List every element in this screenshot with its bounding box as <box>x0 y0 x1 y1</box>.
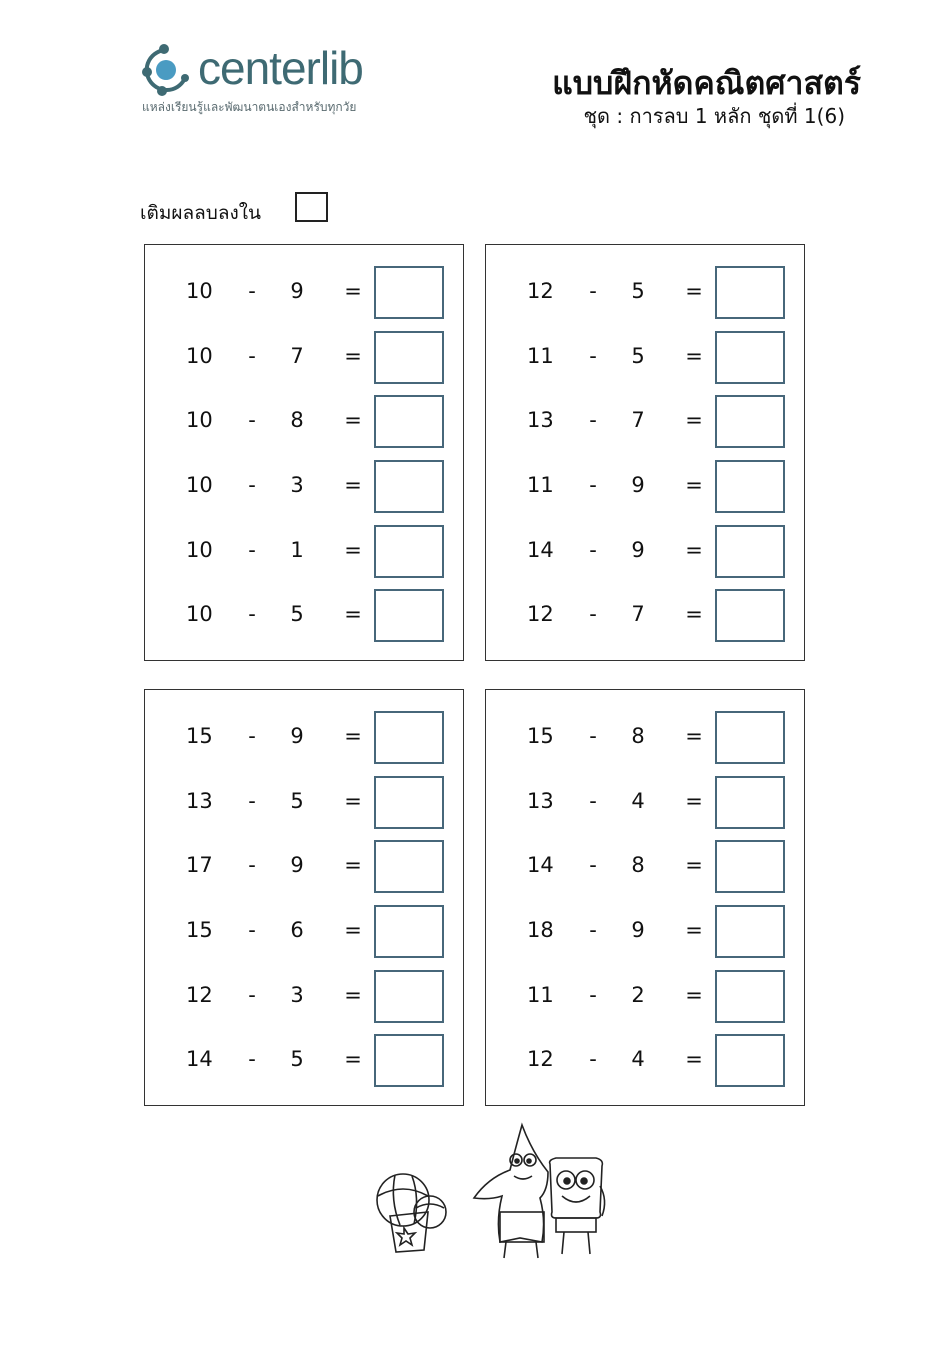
minus-sign: - <box>248 602 256 626</box>
minuend: 10 <box>186 538 213 562</box>
minus-sign: - <box>248 344 256 368</box>
problem-row <box>145 459 465 515</box>
equals-sign: = <box>344 602 362 626</box>
minus-sign: - <box>589 602 597 626</box>
subtrahend: 1 <box>290 538 304 562</box>
subtrahend: 5 <box>631 344 645 368</box>
minus-sign: - <box>589 538 597 562</box>
subtrahend: 4 <box>631 789 645 813</box>
minus-sign: - <box>248 853 256 877</box>
subtrahend: 8 <box>631 724 645 748</box>
minuend: 11 <box>527 983 554 1007</box>
subtrahend: 5 <box>290 1047 304 1071</box>
problem-row <box>145 969 465 1025</box>
answer-box[interactable] <box>715 266 785 319</box>
subtrahend: 7 <box>290 344 304 368</box>
subtrahend: 9 <box>631 918 645 942</box>
minuend: 12 <box>527 1047 554 1071</box>
equals-sign: = <box>685 408 703 432</box>
minus-sign: - <box>248 918 256 942</box>
problem-row <box>486 394 806 450</box>
equals-sign: = <box>685 983 703 1007</box>
answer-box[interactable] <box>715 905 785 958</box>
subtrahend: 8 <box>631 853 645 877</box>
subtrahend: 8 <box>290 408 304 432</box>
subtrahend: 7 <box>631 408 645 432</box>
minuend: 14 <box>527 538 554 562</box>
problem-row <box>145 1033 465 1089</box>
equals-sign: = <box>685 279 703 303</box>
equals-sign: = <box>344 983 362 1007</box>
answer-box[interactable] <box>374 905 444 958</box>
minus-sign: - <box>589 853 597 877</box>
minuend: 12 <box>527 279 554 303</box>
minuend: 14 <box>527 853 554 877</box>
problem-row <box>486 1033 806 1089</box>
problem-row <box>145 839 465 895</box>
equals-sign: = <box>344 789 362 813</box>
problem-panel-3 <box>144 689 464 1106</box>
problem-row <box>486 839 806 895</box>
equals-sign: = <box>344 473 362 497</box>
answer-box[interactable] <box>374 266 444 319</box>
logo-wordmark: centerlib <box>198 42 363 94</box>
answer-box[interactable] <box>374 776 444 829</box>
problem-row <box>145 588 465 644</box>
answer-box[interactable] <box>374 525 444 578</box>
subtrahend: 9 <box>290 724 304 748</box>
instruction-sample-box <box>295 192 328 222</box>
equals-sign: = <box>685 724 703 748</box>
problem-row <box>486 710 806 766</box>
molecule-logo-icon <box>138 42 194 98</box>
minus-sign: - <box>589 279 597 303</box>
minuend: 18 <box>527 918 554 942</box>
problem-row <box>145 394 465 450</box>
minus-sign: - <box>589 918 597 942</box>
problem-row <box>486 459 806 515</box>
equals-sign: = <box>685 344 703 368</box>
minuend: 10 <box>186 408 213 432</box>
minus-sign: - <box>589 724 597 748</box>
equals-sign: = <box>685 602 703 626</box>
equals-sign: = <box>344 918 362 942</box>
problem-row <box>486 588 806 644</box>
cartoon-illustration <box>370 1120 610 1269</box>
equals-sign: = <box>685 538 703 562</box>
answer-box[interactable] <box>374 589 444 642</box>
minus-sign: - <box>589 1047 597 1071</box>
subtrahend: 7 <box>631 602 645 626</box>
minuend: 10 <box>186 279 213 303</box>
equals-sign: = <box>685 789 703 813</box>
minus-sign: - <box>589 344 597 368</box>
answer-box[interactable] <box>715 525 785 578</box>
answer-box[interactable] <box>374 840 444 893</box>
minus-sign: - <box>248 789 256 813</box>
minuend: 15 <box>186 918 213 942</box>
answer-box[interactable] <box>374 711 444 764</box>
problem-row <box>145 265 465 321</box>
minus-sign: - <box>248 408 256 432</box>
equals-sign: = <box>344 279 362 303</box>
subtrahend: 3 <box>290 473 304 497</box>
instruction-text: เติมผลลบลงใน <box>140 202 262 224</box>
answer-box[interactable] <box>374 1034 444 1087</box>
subtrahend: 5 <box>631 279 645 303</box>
minus-sign: - <box>248 1047 256 1071</box>
problem-row <box>145 330 465 386</box>
subtrahend: 9 <box>631 538 645 562</box>
minuend: 13 <box>527 789 554 813</box>
answer-box[interactable] <box>374 331 444 384</box>
subtrahend: 5 <box>290 789 304 813</box>
minuend: 15 <box>527 724 554 748</box>
problem-panel-2 <box>485 244 805 661</box>
minuend: 10 <box>186 602 213 626</box>
answer-box[interactable] <box>374 970 444 1023</box>
problem-row <box>486 904 806 960</box>
answer-box[interactable] <box>715 776 785 829</box>
subtrahend: 9 <box>290 853 304 877</box>
problem-row <box>486 775 806 831</box>
minus-sign: - <box>248 279 256 303</box>
minuend: 17 <box>186 853 213 877</box>
worksheet-subtitle: ชุด : การลบ 1 หลัก ชุดที่ 1(6) <box>583 104 845 128</box>
minuend: 10 <box>186 344 213 368</box>
minus-sign: - <box>248 538 256 562</box>
equals-sign: = <box>685 1047 703 1071</box>
problem-row <box>486 524 806 580</box>
minuend: 11 <box>527 344 554 368</box>
equals-sign: = <box>344 344 362 368</box>
problem-row <box>145 775 465 831</box>
problem-row <box>486 330 806 386</box>
equals-sign: = <box>344 1047 362 1071</box>
problem-row <box>486 265 806 321</box>
minus-sign: - <box>589 983 597 1007</box>
minuend: 11 <box>527 473 554 497</box>
centerlib-logo <box>138 40 408 120</box>
subtrahend: 9 <box>631 473 645 497</box>
minus-sign: - <box>248 473 256 497</box>
answer-box[interactable] <box>374 395 444 448</box>
subtrahend: 3 <box>290 983 304 1007</box>
minuend: 10 <box>186 473 213 497</box>
worksheet-title: แบบฝึกหัดคณิตศาสตร์ <box>552 64 861 102</box>
equals-sign: = <box>685 853 703 877</box>
minuend: 13 <box>186 789 213 813</box>
problem-row <box>145 524 465 580</box>
subtrahend: 5 <box>290 602 304 626</box>
subtrahend: 9 <box>290 279 304 303</box>
minus-sign: - <box>589 473 597 497</box>
logo-tagline: แหล่งเรียนรู้และพัฒนาตนเองสำหรับทุกวัย <box>142 100 357 114</box>
problem-row <box>145 904 465 960</box>
answer-box[interactable] <box>715 840 785 893</box>
answer-box[interactable] <box>715 589 785 642</box>
answer-box[interactable] <box>715 395 785 448</box>
problem-row <box>486 969 806 1025</box>
beach-cartoon-icon <box>370 1120 610 1265</box>
minuend: 13 <box>527 408 554 432</box>
answer-box[interactable] <box>715 711 785 764</box>
minus-sign: - <box>589 789 597 813</box>
minus-sign: - <box>589 408 597 432</box>
minuend: 12 <box>527 602 554 626</box>
equals-sign: = <box>685 473 703 497</box>
subtrahend: 4 <box>631 1047 645 1071</box>
answer-box[interactable] <box>715 460 785 513</box>
minus-sign: - <box>248 983 256 1007</box>
equals-sign: = <box>685 918 703 942</box>
minuend: 14 <box>186 1047 213 1071</box>
problem-panel-1 <box>144 244 464 661</box>
answer-box[interactable] <box>715 970 785 1023</box>
minuend: 12 <box>186 983 213 1007</box>
problem-panel-4 <box>485 689 805 1106</box>
subtrahend: 2 <box>631 983 645 1007</box>
equals-sign: = <box>344 538 362 562</box>
answer-box[interactable] <box>374 460 444 513</box>
subtrahend: 6 <box>290 918 304 942</box>
minus-sign: - <box>248 724 256 748</box>
answer-box[interactable] <box>715 1034 785 1087</box>
equals-sign: = <box>344 724 362 748</box>
answer-box[interactable] <box>715 331 785 384</box>
equals-sign: = <box>344 853 362 877</box>
minuend: 15 <box>186 724 213 748</box>
equals-sign: = <box>344 408 362 432</box>
problem-row <box>145 710 465 766</box>
